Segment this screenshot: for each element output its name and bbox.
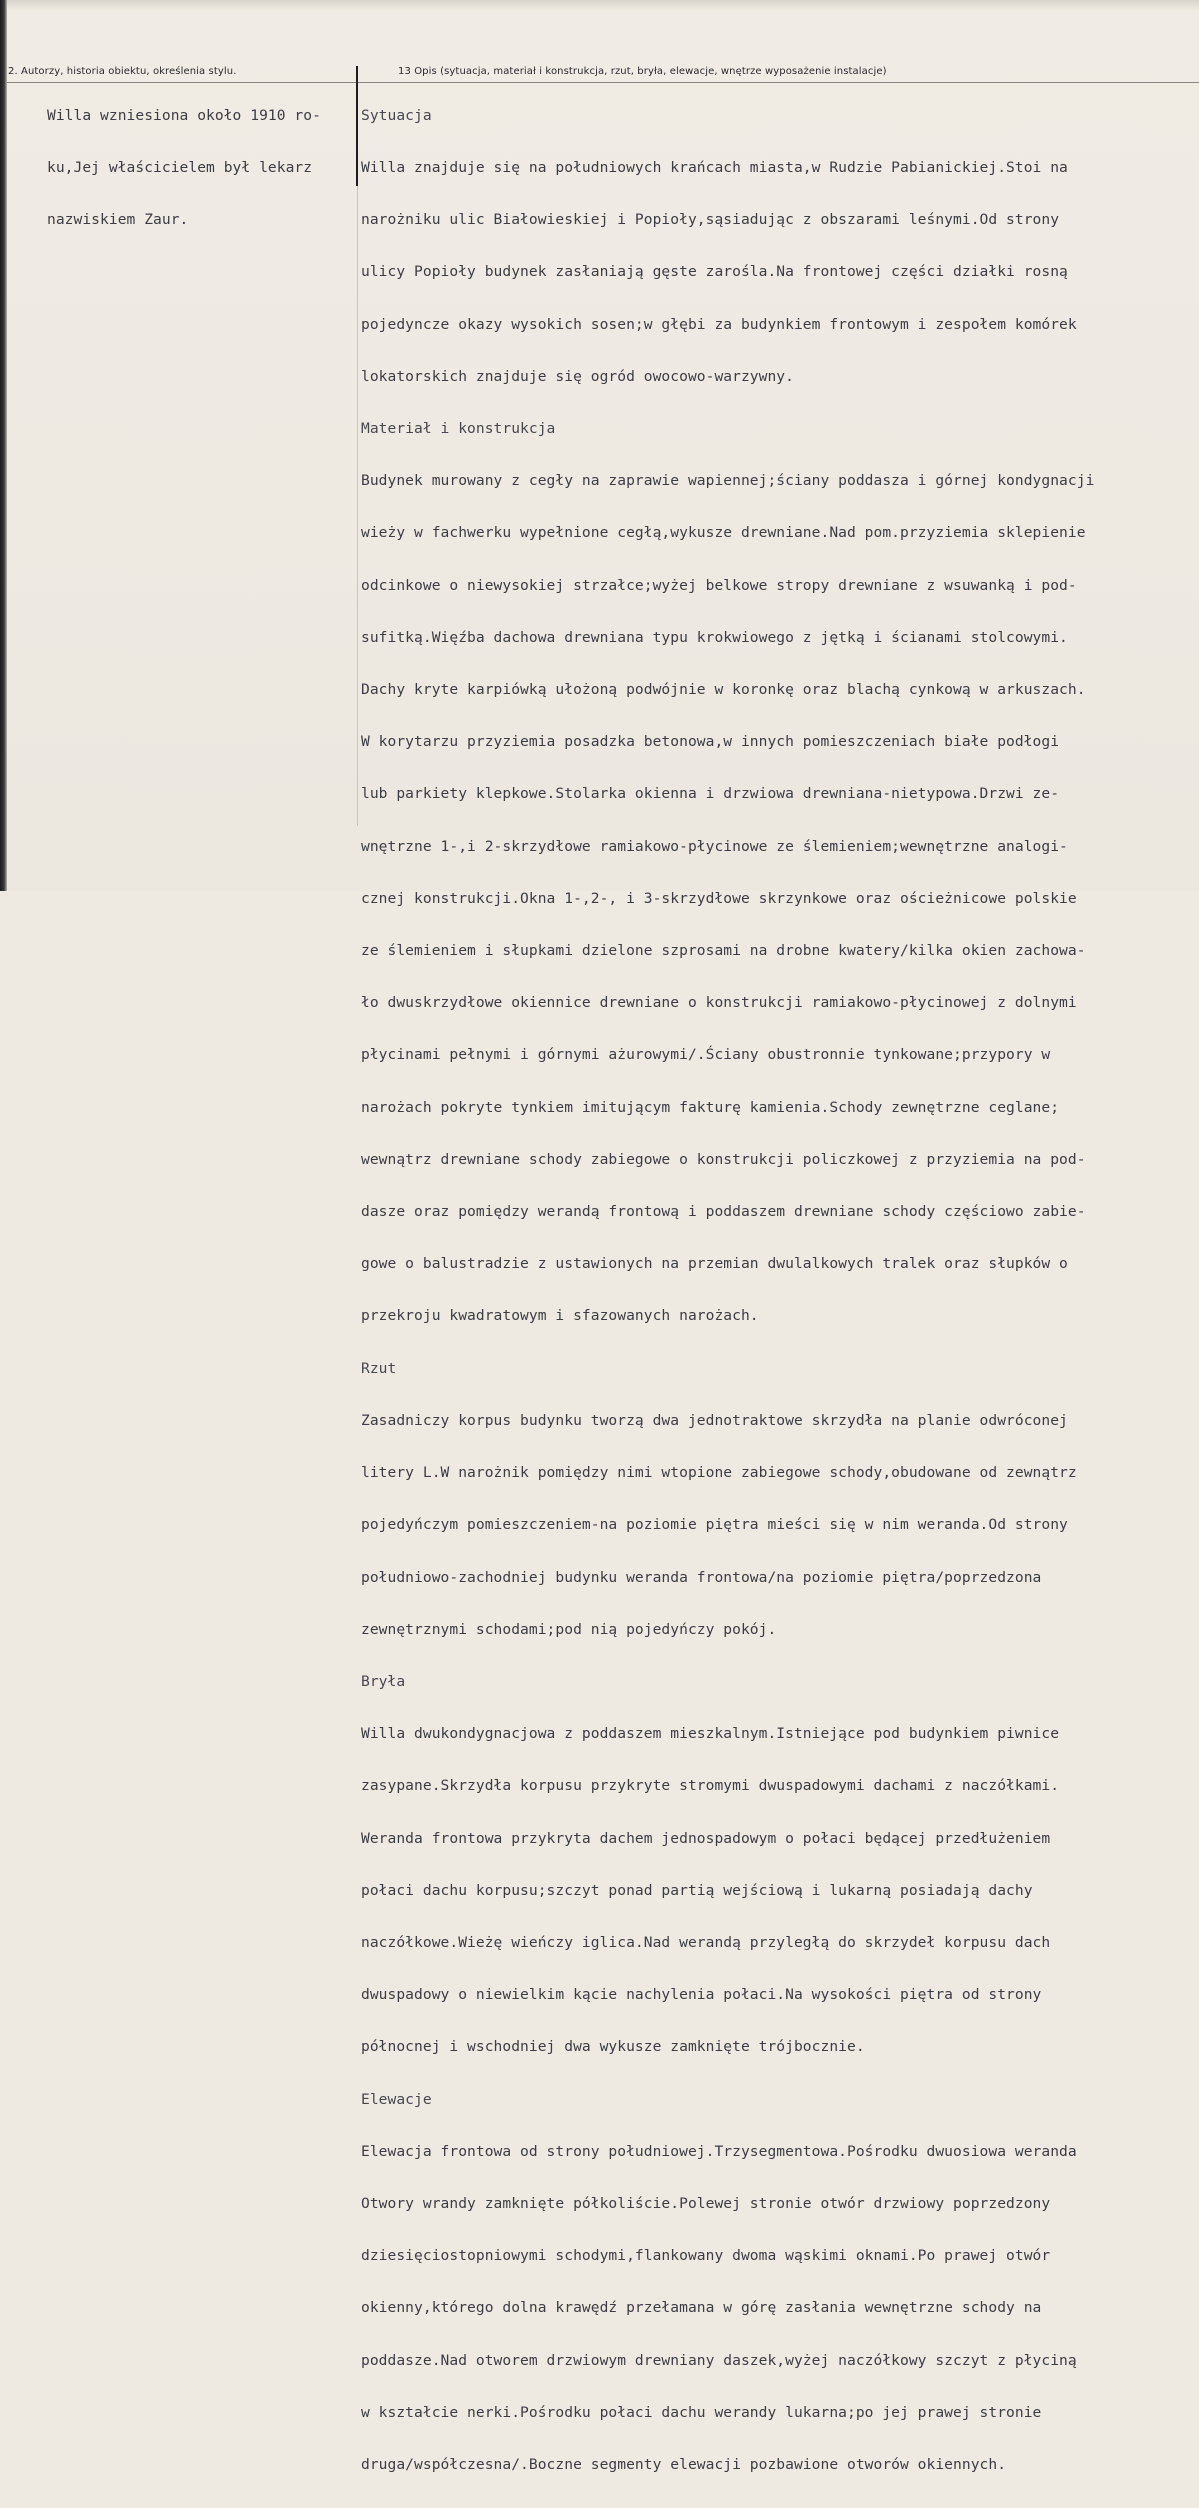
text-line: druga/współczesna/.Boczne segmenty elewacji pozbawione otworów okiennych. bbox=[361, 2455, 1007, 2473]
section-heading-material: Materiał i konstrukcja bbox=[361, 420, 556, 438]
section-heading-rzut: Rzut bbox=[361, 1359, 397, 1377]
text-line: narożniku ulic Białowieskiej i Popioły,sąsiadując z obszarami leśnymi.Od strony bbox=[361, 211, 1060, 229]
text-line: lokatorskich znajduje się ogród owocowo-warzywny. bbox=[361, 367, 794, 385]
text-line: okienny,którego dolna krawędź przełamana w górę zasłania wewnętrzne schody na bbox=[361, 2299, 1042, 2317]
text-line: cznej konstrukcji.Okna 1-,2-, i 3-skrzydłowe skrzynkowe oraz ościeżnicowe polskie bbox=[361, 889, 1077, 907]
text-line: Willa wzniesiona około 1910 ro- bbox=[47, 106, 321, 124]
scan-top-shadow bbox=[0, 0, 1199, 10]
description-text bbox=[361, 72, 1094, 2508]
text-line: Weranda frontowa przykryta dachem jednospadowym o połaci będącej przedłużeniem bbox=[361, 1829, 1051, 1847]
text-line: Willa dwukondygnacjowa z poddaszem mieszkalnym.Istniejące pod budynkiem piwnice bbox=[361, 1725, 1060, 1743]
text-line: Dachy kryte karpiówką ułożoną podwójnie w koronkę oraz blachą cynkową w arkuszach. bbox=[361, 681, 1086, 699]
column-divider bbox=[356, 66, 358, 186]
text-line: połaci dachu korpusu;szczyt ponad partią wejściową i lukarną posiadają dachy bbox=[361, 1881, 1033, 1899]
text-line: przekroju kwadratowym i sfazowanych narożach. bbox=[361, 1307, 759, 1325]
text-line: ze ślemieniem i słupkami dzielone szprosami na drobne kwatery/kilka okien zachowa- bbox=[361, 942, 1086, 960]
text-line: pojedyncze okazy wysokich sosen;w głębi za budynkiem frontowym i zespołem komórek bbox=[361, 315, 1077, 333]
text-line: W korytarzu przyziemia posadzka betonowa,w innych pomieszczeniach białe podłogi bbox=[361, 733, 1060, 751]
text-line: ulicy Popioły budynek zasłaniają gęste zarośla.Na frontowej części działki rosną bbox=[361, 263, 1068, 281]
text-line: wewnątrz drewniane schody zabiegowe o konstrukcji policzkowej z przyziemia na pod- bbox=[361, 1150, 1086, 1168]
text-line: naczółkowe.Wieżę wieńczy iglica.Nad werandą przyległą do skrzydeł korpusu dach bbox=[361, 1933, 1051, 1951]
text-line: Budynek murowany z cegły na zaprawie wapiennej;ściany poddasza i górnej kondygnacji bbox=[361, 472, 1095, 490]
text-line: pojedyńczym pomieszczeniem-na poziomie piętra mieści się w nim weranda.Od strony bbox=[361, 1516, 1068, 1534]
text-line: ło dwuskrzydłowe okiennice drewniane o konstrukcji ramiakowo-płycinowej z dolnymi bbox=[361, 994, 1077, 1012]
section-heading-sytuacja: Sytuacja bbox=[361, 106, 432, 124]
text-line: narożach pokryte tynkiem imitującym fakturę kamienia.Schody zewnętrzne ceglane; bbox=[361, 1098, 1060, 1116]
text-line: nazwiskiem Zaur. bbox=[47, 211, 189, 229]
section-heading-elewacje: Elewacje bbox=[361, 2090, 432, 2108]
text-line: wnętrzne 1-,i 2-skrzydłowe ramiakowo-płycinowe ze ślemieniem;wewnętrzne analogi- bbox=[361, 837, 1068, 855]
text-line: Willa znajduje się na południowych krańcach miasta,w Rudzie Pabianickiej.Stoi na bbox=[361, 159, 1068, 177]
text-line: wieży w fachwerku wypełnione cegłą,wykusze drewniane.Nad pom.przyziemia sklepienie bbox=[361, 524, 1086, 542]
text-line: odcinkowe o niewysokiej strzałce;wyżej belkowe stropy drewniane z wsuwanką i pod- bbox=[361, 576, 1077, 594]
text-line: litery L.W narożnik pomiędzy nimi wtopione zabiegowe schody,obudowane od zewnątrz bbox=[361, 1464, 1077, 1482]
scan-left-edge bbox=[0, 0, 7, 891]
text-line: zewnętrznymi schodami;pod nią pojedyńczy pokój. bbox=[361, 1620, 777, 1638]
text-line: gowe o balustradzie z ustawionych na przemian dwulalkowych tralek oraz słupków o bbox=[361, 1255, 1068, 1273]
text-line: Otwory wrandy zamknięte półkoliście.Polewej stronie otwór drzwiowy poprzedzony bbox=[361, 2194, 1051, 2212]
text-line: dwuspadowy o niewielkim kącie nachylenia połaci.Na wysokości piętra od strony bbox=[361, 1986, 1042, 2004]
text-line: w kształcie nerki.Pośrodku połaci dachu werandy lukarna;po jej prawej stronie bbox=[361, 2403, 1042, 2421]
text-line: płycinami pełnymi i górnymi ażurowymi/.Ściany obustronnie tynkowane;przypory w bbox=[361, 1046, 1051, 1064]
text-line: sufitką.Więźba dachowa drewniana typu krokwiowego z jętką i ścianami stolcowymi. bbox=[361, 628, 1068, 646]
text-line: dasze oraz pomiędzy werandą frontową i poddaszem drewniane schody częściowo zabie- bbox=[361, 1203, 1086, 1221]
left-column-header: 2. Autorzy, historia obiektu, określenia stylu. bbox=[8, 66, 237, 77]
section-heading-bryla: Bryła bbox=[361, 1672, 406, 1690]
text-line: Zasadniczy korpus budynku tworzą dwa jednotraktowe skrzydła na planie odwróconej bbox=[361, 1411, 1068, 1429]
text-line: ku,Jej właścicielem był lekarz bbox=[47, 159, 313, 177]
text-line: zasypane.Skrzydła korpusu przykryte stromymi dwuspadowymi dachami z naczółkami. bbox=[361, 1777, 1060, 1795]
text-line: południowo-zachodniej budynku weranda frontowa/na poziomie piętra/poprzedzona bbox=[361, 1568, 1042, 1586]
text-line: lub parkiety klepkowe.Stolarka okienna i drzwiowa drewniana-nietypowa.Drzwi ze- bbox=[361, 785, 1060, 803]
text-line: poddasze.Nad otworem drzwiowym drewniany daszek,wyżej naczółkowy szczyt z płyciną bbox=[361, 2351, 1077, 2369]
history-text bbox=[47, 72, 321, 263]
text-line: północnej i wschodniej dwa wykusze zamknięte trójbocznie. bbox=[361, 2038, 865, 2056]
column-divider-faint bbox=[357, 186, 358, 826]
text-line: Elewacja frontowa od strony południowej.Trzysegmentowa.Pośrodku dwuosiowa weranda bbox=[361, 2142, 1077, 2160]
text-line: dziesięciostopniowymi schodymi,flankowany dwoma wąskimi oknami.Po prawej otwór bbox=[361, 2247, 1051, 2265]
right-column-header: 13 Opis (sytuacja, materiał i konstrukcja, rzut, bryła, elewacje, wnętrze wyposażenie instalacje) bbox=[398, 66, 887, 77]
